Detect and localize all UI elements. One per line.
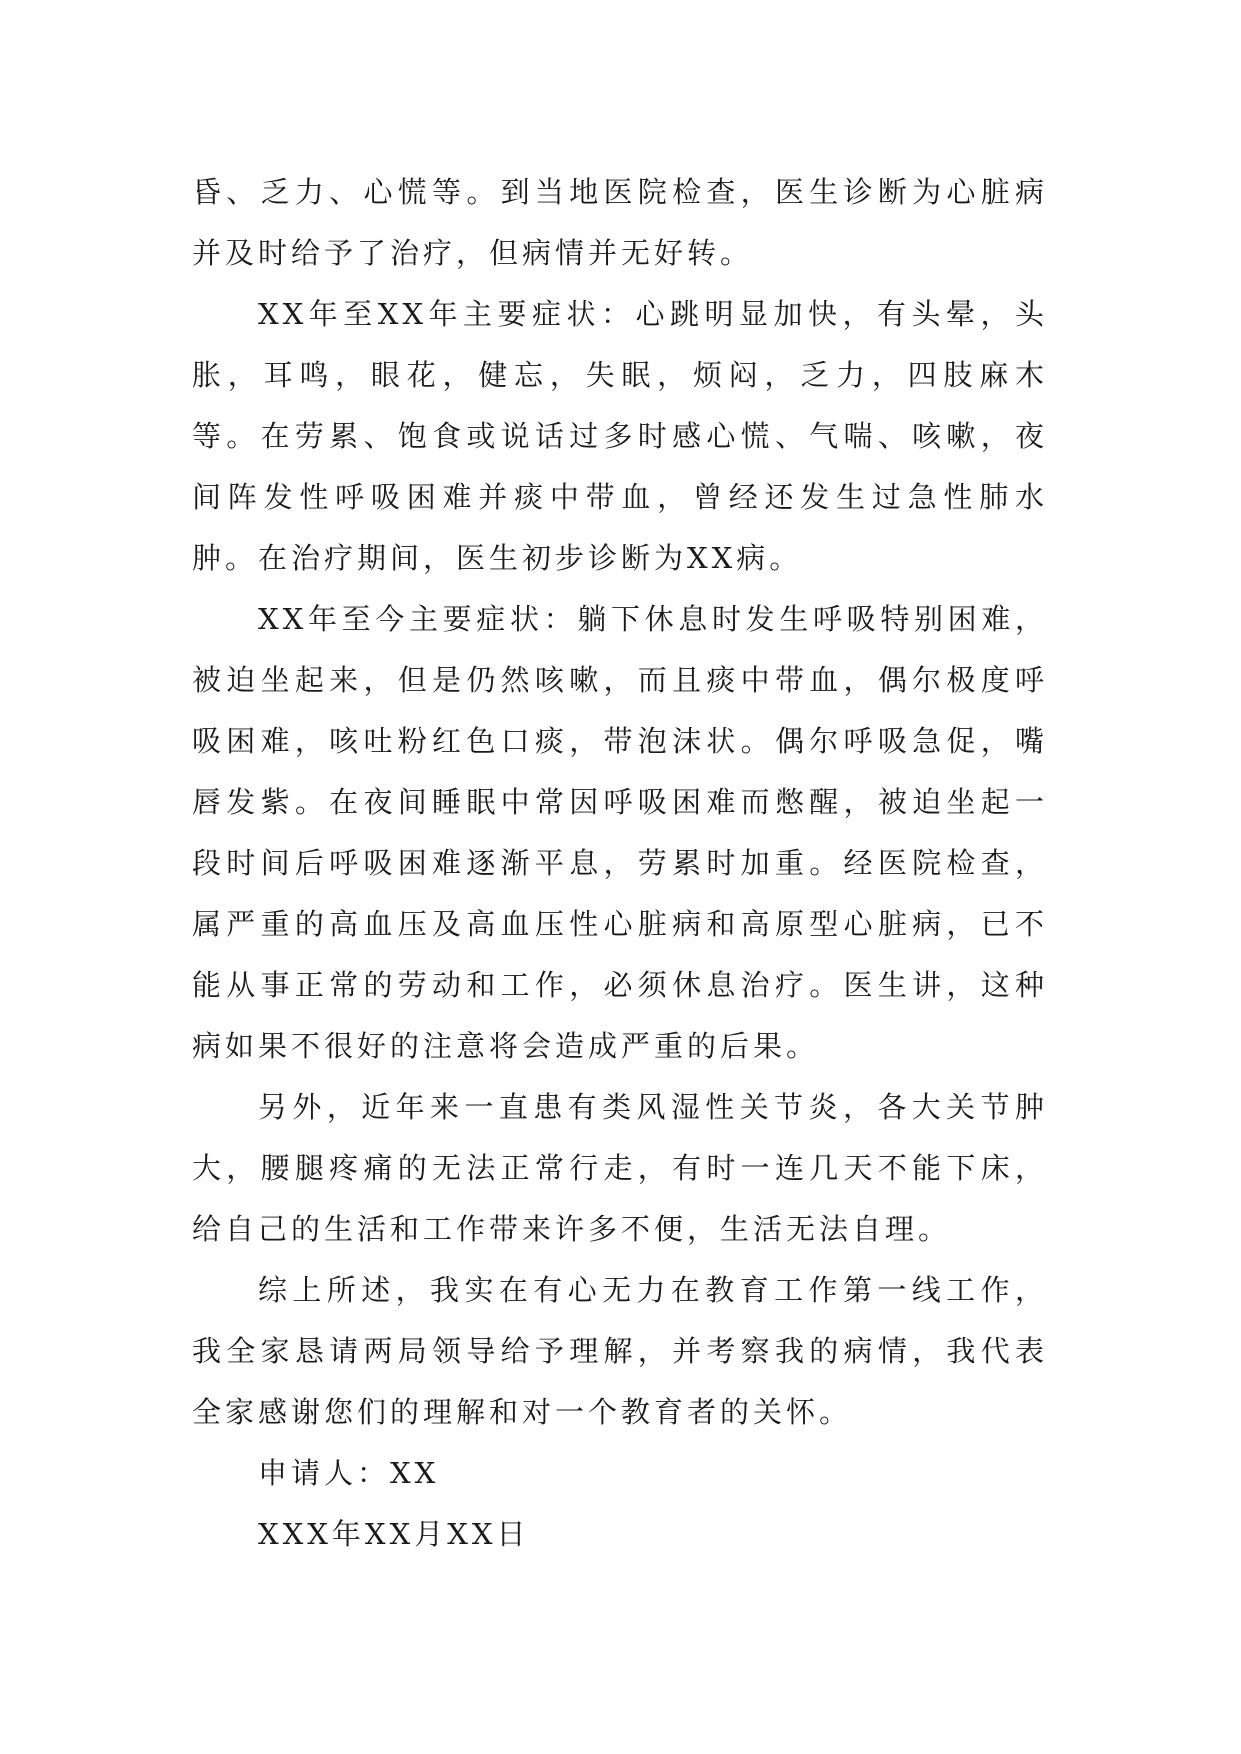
applicant-signature: 申请人：XX — [258, 1456, 440, 1490]
paragraph-early-symptoms: XX年至XX年主要症状：心跳明显加快，有头晕，头胀，耳鸣，眼花，健忘，失眠，烦闷，乏力，四肢麻木等。在劳累、饱食或说话过多时感心慌、气喘、咳嗽，夜间阵发性呼吸困难并痰中带血，曾经还发生过急性肺水肿。在治疗期间，医生初步诊断为XX病。 — [192, 297, 1048, 575]
paragraph-current-symptoms: XX年至今主要症状：躺下休息时发生呼吸特别困难，被迫坐起来，但是仍然咳嗽，而且痰中带血，偶尔极度呼吸困难，咳吐粉红色口痰，带泡沫状。偶尔呼吸急促，嘴唇发紫。在夜间睡眠中常因呼吸困难而憋醒，被迫坐起一段时间后呼吸困难逐渐平息，劳累时加重。经医院检查，属严重的高血压及高血压性心脏病和高原型心脏病，已不能从事正常的劳动和工作，必须休息治疗。医生讲，这种病如果不很好的注意将会造成严重的后果。 — [192, 602, 1048, 1063]
signature-date: XXX年XX月XX日 — [258, 1517, 530, 1551]
paragraph-conclusion: 综上所述，我实在有心无力在教育工作第一线工作，我全家恳请两局领导给予理解，并考察我的病情，我代表全家感谢您们的理解和对一个教育者的关怀。 — [192, 1273, 1048, 1429]
document-body — [192, 162, 1048, 1565]
paragraph-arthritis: 另外，近年来一直患有类风湿性关节炎，各大关节肿大，腰腿疼痛的无法正常行走，有时一连几天不能下床，给自己的生活和工作带来许多不便，生活无法自理。 — [192, 1090, 1048, 1246]
paragraph-continuation: 昏、乏力、心慌等。到当地医院检查，医生诊断为心脏病并及时给予了治疗，但病情并无好转。 — [192, 175, 1048, 270]
